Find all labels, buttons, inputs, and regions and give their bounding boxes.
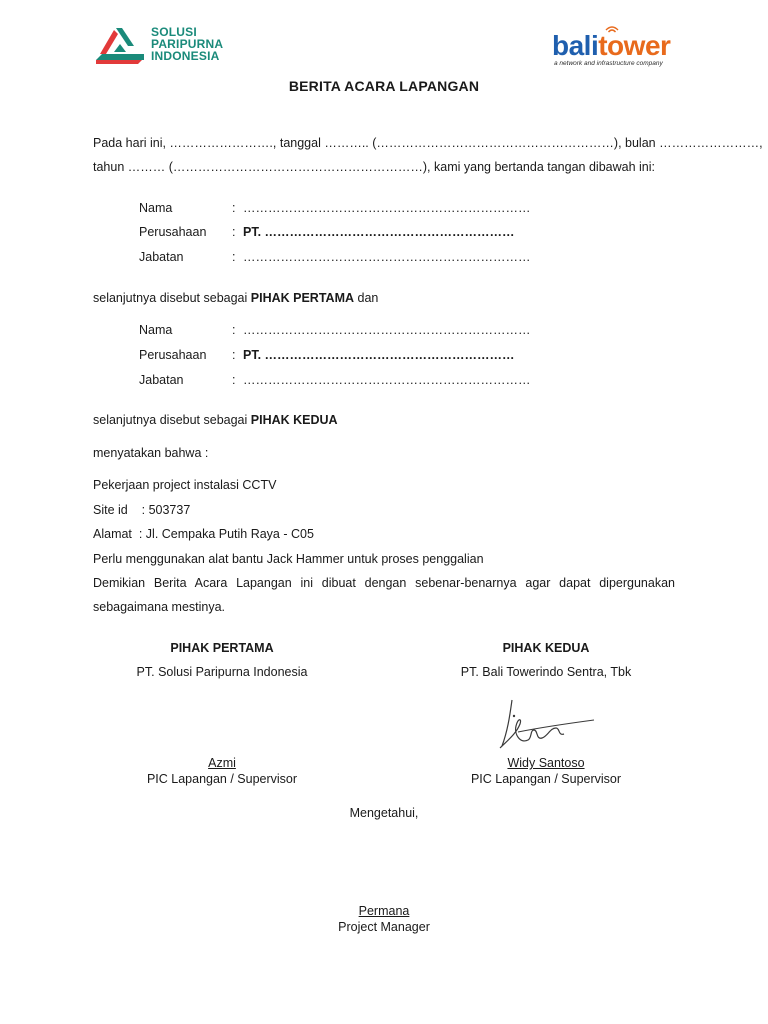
designation-prefix: selanjutnya disebut sebagai — [93, 291, 251, 305]
signature-company: PT. Bali Towerindo Sentra, Tbk — [460, 665, 632, 679]
field-colon: : — [232, 373, 236, 387]
party1-designation — [93, 286, 675, 310]
field-colon: : — [232, 348, 236, 362]
signature-heading: PIHAK PERTAMA — [170, 641, 274, 655]
intro-line-2: tahun ……… (……………………………………………………), kami yang bertanda tangan dibawah ini: — [93, 160, 655, 174]
balitower-tagline: a network and infrastructure company — [554, 60, 663, 67]
field-value: …………………………………………………………… — [243, 373, 531, 387]
field-colon: : — [232, 250, 236, 264]
company-logo-balitower — [552, 30, 692, 70]
closing-paragraph: Demikian Berita Acara Lapangan ini dibuat dengan sebenar-benarnya agar dapat dipergunakan sebagaimana mestinya. — [93, 576, 675, 614]
signatory-name: Azmi — [208, 756, 236, 770]
note-line: Perlu menggunakan alat bantu Jack Hammer untuk proses penggalian — [93, 552, 484, 566]
designation-bold: PIHAK KEDUA — [250, 413, 338, 427]
address-line: Alamat : Jl. Cempaka Putih Raya - C05 — [93, 527, 314, 541]
spi-logo-line1: SOLUSI — [151, 25, 197, 39]
signatory-role: PIC Lapangan / Supervisor — [470, 772, 622, 786]
field-label: Perusahaan — [139, 348, 207, 362]
signatory-first-party — [122, 755, 322, 787]
statement-line: menyatakan bahwa : — [93, 446, 209, 460]
signature-company: PT. Solusi Paripurna Indonesia — [136, 665, 308, 679]
spi-logo-mark-icon — [94, 26, 148, 64]
site-id-line: Site id : 503737 — [93, 503, 191, 517]
signatory-name: Permana — [358, 904, 410, 918]
field-label: Jabatan — [139, 250, 184, 264]
signatory-acknowledged — [284, 903, 484, 935]
signatory-role: Project Manager — [338, 920, 430, 934]
signatory-name: Widy Santoso — [507, 756, 585, 770]
field-label: Nama — [139, 201, 173, 215]
field-label: Jabatan — [139, 373, 184, 387]
field-value: PT. …………………………………………………… — [243, 225, 515, 239]
field-value: …………………………………………………………… — [243, 323, 531, 337]
field-colon: : — [232, 323, 236, 337]
field-label: Perusahaan — [139, 225, 207, 239]
signatory-role: PIC Lapangan / Supervisor — [146, 772, 298, 786]
designation-prefix: selanjutnya disebut sebagai — [93, 413, 251, 427]
field-value: PT. …………………………………………………… — [243, 348, 515, 362]
balitower-wordmark-bali: bali — [552, 30, 599, 61]
field-value: …………………………………………………………… — [243, 250, 531, 264]
signature-heading: PIHAK KEDUA — [502, 641, 590, 655]
field-colon: : — [232, 201, 236, 215]
party2-designation — [93, 408, 675, 432]
intro-line-1: Pada hari ini, ……………………., tanggal ……….. (…………………………………………………), bulan ……………………, — [93, 136, 763, 150]
spi-logo-line2: PARIPURNA — [151, 37, 224, 51]
signature-block-first-party — [122, 641, 322, 689]
company-logo-spi — [94, 24, 254, 66]
handwritten-signature-icon — [494, 694, 598, 754]
signature-block-second-party — [446, 641, 646, 689]
balitower-wordmark — [552, 32, 670, 60]
work-description: Pekerjaan project instalasi CCTV — [93, 478, 277, 492]
field-colon: : — [232, 225, 236, 239]
document-title: BERITA ACARA LAPANGAN — [288, 78, 480, 94]
designation-suffix: dan — [354, 291, 379, 305]
field-label: Nama — [139, 323, 173, 337]
balitower-wordmark-tower: tower — [598, 30, 671, 61]
acknowledgement-heading: Mengetahui, — [349, 806, 419, 820]
field-value: …………………………………………………………… — [243, 201, 531, 215]
spi-logo-text — [151, 26, 223, 62]
designation-bold: PIHAK PERTAMA — [250, 291, 355, 305]
signatory-second-party — [446, 755, 646, 787]
spi-logo-line3: INDONESIA — [151, 49, 220, 63]
